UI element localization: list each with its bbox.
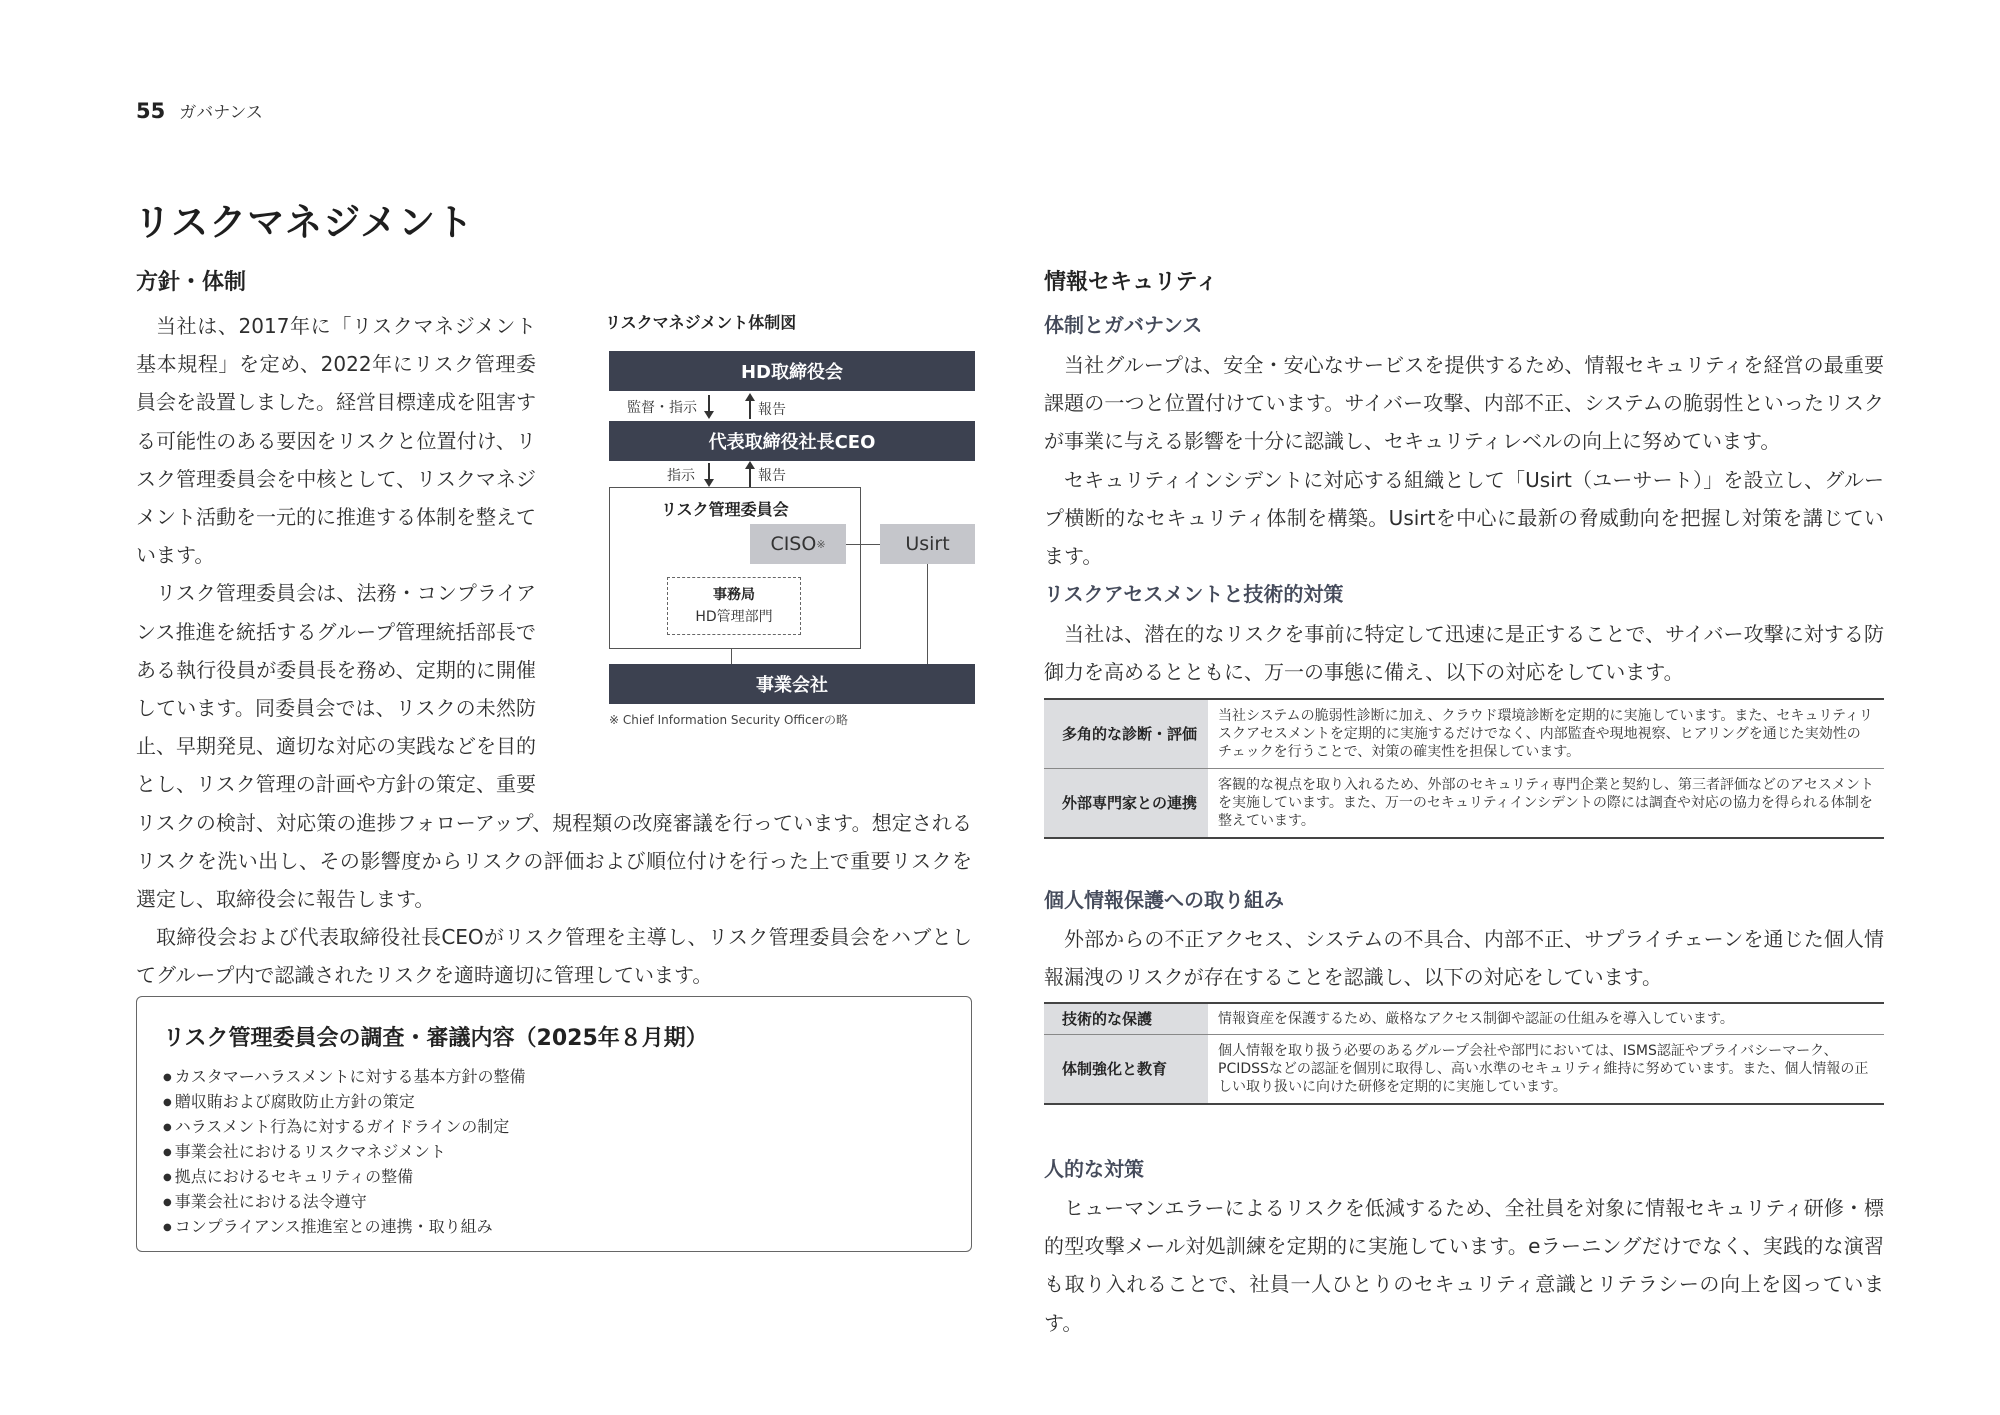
board-node: HD取締役会 <box>609 351 975 391</box>
section-name: ガバナンス <box>179 103 263 123</box>
assessment-table <box>1044 698 1884 839</box>
list-item: ● カスタマーハラスメントに対する基本方針の整備 <box>163 1065 525 1090</box>
report-label-2: 報告 <box>758 468 786 484</box>
privacy-paragraph: 外部からの不正アクセス、システムの不具合、内部不正、サプライチェーンを通じた個人情報漏洩のリスクが存在することを認識し、以下の対応をしています。 <box>1044 927 1884 990</box>
assessment-paragraph: 当社は、潜在的なリスクを事前に特定して迅速に是正することで、サイバー攻撃に対する防御力を高めるとともに、万一の事態に備え、以下の対応をしています。 <box>1044 622 1884 685</box>
governance-paragraph-1: 当社グループは、安全・安心なサービスを提供するため、情報セキュリティを経営の最重要課題の一つと位置付けています。サイバー攻撃、内部不正、システムの脆弱性といったリスクが事業に与える影響を十分に認識し、セキュリティレベルの向上に努めています。 <box>1044 353 1884 454</box>
governance-subheading: 体制とガバナンス <box>1044 313 1203 337</box>
table-row-label: 技術的な保護 <box>1044 1003 1208 1035</box>
down-arrow-icon <box>704 479 714 487</box>
governance-body <box>1044 346 1884 575</box>
list-item: ● 事業会社における法令遵守 <box>163 1190 525 1215</box>
review-list <box>163 1065 525 1240</box>
operating-company-node: 事業会社 <box>609 664 975 704</box>
ceo-node: 代表取締役社長CEO <box>609 421 975 461</box>
human-measures-body <box>1044 1189 1884 1342</box>
diagram-title: リスクマネジメント体制図 <box>605 313 797 332</box>
table-row-label: 外部専門家との連携 <box>1044 769 1208 839</box>
list-item: ● 事業会社におけるリスクマネジメント <box>163 1140 525 1165</box>
diagram-footnote: ※ Chief Information Security Officerの略 <box>609 713 848 727</box>
privacy-body <box>1044 920 1884 996</box>
instruct-label: 指示 <box>667 468 695 484</box>
table-row <box>1044 699 1884 769</box>
ciso-label: CISO <box>770 533 817 555</box>
privacy-table <box>1044 1002 1884 1105</box>
supervise-label: 監督・指示 <box>627 400 697 416</box>
table-row-text: 個人情報を取り扱う必要のあるグループ会社や部門においては、ISMS認証やプライバシーマーク、PCIDSSなどの認証を個別に取得し、高い水準のセキュリティ維持に努めています。また、個人情報の正しい取り扱いに向けた研修を定期的に実施しています。 <box>1218 1043 1869 1095</box>
human-measures-subheading: 人的な対策 <box>1044 1157 1144 1181</box>
up-arrow-line-2 <box>749 467 751 487</box>
ciso-node <box>750 524 846 564</box>
page-number: 55 <box>136 99 166 123</box>
secretariat-title: 事務局 <box>713 587 755 603</box>
review-box-title: リスク管理委員会の調査・審議内容（2025年８月期） <box>163 1026 708 1051</box>
table-row-text: 客観的な視点を取り入れるため、外部のセキュリティ専門企業と契約し、第三者評価などのアセスメントを実施しています。また、万一のセキュリティインシデントの際には調査や対応の協力を得られる体制を整えています。 <box>1218 777 1874 829</box>
policy-paragraph-3: 取締役会および代表取締役社長CEOがリスク管理を主導し、リスク管理委員会をハブとしてグループ内で認識されたリスクを適時適切に管理しています。 <box>136 925 972 988</box>
list-item: ● コンプライアンス推進室との連携・取り組み <box>163 1215 525 1240</box>
committee-review-box <box>136 996 972 1252</box>
report-label-1: 報告 <box>758 402 786 418</box>
human-measures-paragraph: ヒューマンエラーによるリスクを低減するため、全社員を対象に情報セキュリティ研修・標的型攻撃メール対処訓練を定期的に実施しています。eラーニングだけでなく、実践的な演習も取り入れることで、社員一人ひとりのセキュリティ意識とリテラシーの向上を図っています。 <box>1044 1196 1884 1335</box>
up-arrow-line-1 <box>749 399 751 419</box>
privacy-subheading: 個人情報保護への取り組み <box>1044 888 1284 912</box>
table-row-label: 多角的な診断・評価 <box>1044 699 1208 769</box>
policy-paragraph-2: リスク管理委員会は、法務・コンプライアンス推進を統括するグループ管理統括部長である執行役員が委員長を務め、定期的に開催しています。同委員会では、リスクの未然防止、早期発見、適切な対応の実践などを目的とし、リスク管理の計画や方針の策定、重要リスクの検討、対応策の進捗フォローアップ、規程類の改廃審議を行っています。想定されるリスクを洗い出し、その影響度からリスクの評価および順位付けを行った上で重要リスクを選定し、取締役会に報告します。 <box>136 581 972 912</box>
list-item: ● 拠点におけるセキュリティの整備 <box>163 1165 525 1190</box>
assessment-subheading: リスクアセスメントと技術的対策 <box>1044 582 1344 606</box>
table-row <box>1044 769 1884 839</box>
risk-management-diagram <box>605 307 975 737</box>
table-row-text: 情報資産を保護するため、厳格なアクセス制御や認証の仕組みを導入しています。 <box>1218 1011 1734 1027</box>
policy-heading: 方針・体制 <box>136 270 247 295</box>
table-row <box>1044 1003 1884 1035</box>
secretariat-dept: HD管理部門 <box>695 609 773 625</box>
list-item: ● 贈収賄および腐敗防止方針の策定 <box>163 1090 525 1115</box>
usirt-node: Usirt <box>880 524 975 564</box>
ciso-usirt-connector <box>846 544 880 545</box>
policy-paragraph-1: 当社は、2017年に「リスクマネジメント基本規程」を定め、2022年にリスク管理委員会を設置しました。経営目標達成を阻害する可能性のある要因をリスクと位置付け、リスク管理委員会を中核として、リスクマネジメント活動を一元的に推進する体制を整えています。 <box>136 314 536 568</box>
risk-committee-label: リスク管理委員会 <box>661 500 789 519</box>
table-row <box>1044 1035 1884 1105</box>
infosec-heading: 情報セキュリティ <box>1044 270 1218 295</box>
page-header <box>136 98 263 123</box>
page-title: リスクマネジメント <box>134 201 475 244</box>
governance-paragraph-2: セキュリティインシデントに対応する組織として「Usirt（ユーサート）」を設立し、グループ横断的なセキュリティ体制を構築。Usirtを中心に最新の脅威動向を把握し対策を講じています。 <box>1044 467 1884 569</box>
down-arrow-icon <box>704 411 714 419</box>
secretariat-box <box>667 577 801 635</box>
list-item: ● ハラスメント行為に対するガイドラインの制定 <box>163 1115 525 1140</box>
committee-operating-connector <box>731 648 732 664</box>
usirt-operating-connector <box>927 564 928 664</box>
table-row-text: 当社システムの脆弱性診断に加え、クラウド環境診断を定期的に実施しています。また、セキュリティリスクアセスメントを定期的に実施するだけでなく、内部監査や現地視察、ヒアリングを通じた実効性のチェックを行うことで、対策の確実性を担保しています。 <box>1218 708 1873 760</box>
ciso-note-mark: ※ <box>816 537 826 551</box>
table-row-label: 体制強化と教育 <box>1044 1035 1208 1105</box>
assessment-body <box>1044 615 1884 691</box>
